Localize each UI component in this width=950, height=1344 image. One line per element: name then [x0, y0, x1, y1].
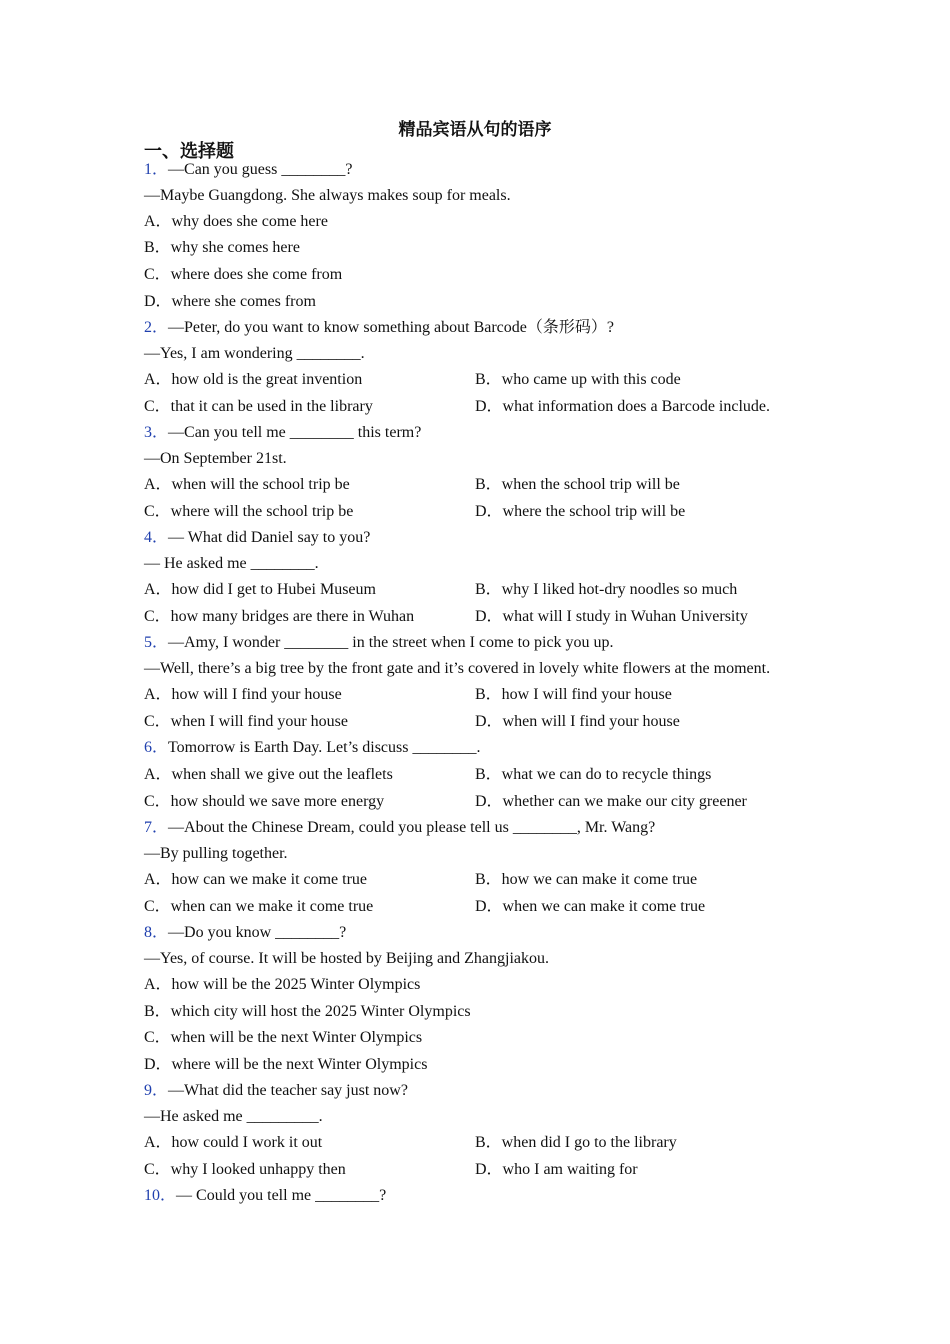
question-7-option-d[interactable]: D．when we can make it come true [475, 898, 706, 915]
question-4-option-d[interactable]: D．what will I study in Wuhan University [475, 608, 748, 625]
question-7-option-c[interactable]: C．when can we make it come true [144, 898, 374, 915]
question-3-option-d[interactable]: D．where the school trip will be [475, 503, 686, 520]
question-number: 2． [144, 319, 169, 336]
question-number: 10． [144, 1187, 177, 1204]
question-6-option-a[interactable]: A．when shall we give out the leaflets [144, 766, 393, 783]
question-number: 8． [144, 924, 169, 941]
question-4-option-b[interactable]: B．why I liked hot-dry noodles so much [475, 581, 738, 598]
question-1-option-d[interactable]: D．where she comes from [144, 293, 316, 310]
question-number: 6． [144, 739, 169, 756]
question-3-option-c[interactable]: C．where will the school trip be [144, 503, 354, 520]
question-8-stem: 8．—Do you know ________? [144, 924, 347, 941]
question-4-option-c[interactable]: C．how many bridges are there in Wuhan [144, 608, 415, 625]
question-8-option-c[interactable]: C．when will be the next Winter Olympics [144, 1029, 423, 1046]
question-1-option-b[interactable]: B．why she comes here [144, 239, 300, 256]
question-5-option-d[interactable]: D．when will I find your house [475, 713, 680, 730]
question-1-stem: 1．—Can you guess ________? [144, 161, 353, 178]
question-5-option-a[interactable]: A．how will I find your house [144, 686, 342, 703]
question-number: 7． [144, 819, 169, 836]
question-4-reply: — He asked me ________. [144, 555, 319, 572]
question-8-reply: —Yes, of course. It will be hosted by Beijing and Zhangjiakou. [144, 950, 549, 967]
question-9-stem: 9．—What did the teacher say just now? [144, 1082, 408, 1099]
section-heading: 一、选择题 [144, 141, 234, 162]
question-3-stem: 3．—Can you tell me ________ this term? [144, 424, 422, 441]
question-9-option-d[interactable]: D．who I am waiting for [475, 1161, 638, 1178]
question-1-reply: —Maybe Guangdong. She always makes soup for meals. [144, 187, 511, 204]
question-5-reply: —Well, there’s a big tree by the front gate and it’s covered in lovely white flowers at the moment. [144, 660, 771, 677]
question-9-option-b[interactable]: B．when did I go to the library [475, 1134, 677, 1151]
question-1-option-c[interactable]: C．where does she come from [144, 266, 343, 283]
question-1-option-a[interactable]: A．why does she come here [144, 213, 328, 230]
question-7-reply: —By pulling together. [144, 845, 288, 862]
question-8-option-b[interactable]: B．which city will host the 2025 Winter Olympics [144, 1003, 471, 1020]
question-9-option-c[interactable]: C．why I looked unhappy then [144, 1161, 346, 1178]
question-2-option-c[interactable]: C．that it can be used in the library [144, 398, 373, 415]
question-2-option-d[interactable]: D．what information does a Barcode include. [475, 398, 771, 415]
question-number: 3． [144, 424, 169, 441]
question-5-option-c[interactable]: C．when I will find your house [144, 713, 348, 730]
question-5-option-b[interactable]: B．how I will find your house [475, 686, 672, 703]
question-6-option-b[interactable]: B．what we can do to recycle things [475, 766, 712, 783]
question-8-option-a[interactable]: A．how will be the 2025 Winter Olympics [144, 976, 421, 993]
question-8-option-d[interactable]: D．where will be the next Winter Olympics [144, 1056, 428, 1073]
question-number: 5． [144, 634, 169, 651]
question-3-option-b[interactable]: B．when the school trip will be [475, 476, 680, 493]
question-9-option-a[interactable]: A．how could I work it out [144, 1134, 323, 1151]
question-2-stem: 2．—Peter, do you want to know something about Barcode（条形码）? [144, 319, 614, 336]
question-6-stem: 6．Tomorrow is Earth Day. Let’s discuss ________. [144, 739, 481, 756]
question-6-option-c[interactable]: C．how should we save more energy [144, 793, 385, 810]
question-5-stem: 5．—Amy, I wonder ________ in the street when I come to pick you up. [144, 634, 614, 651]
question-10-stem: 10．— Could you tell me ________? [144, 1187, 387, 1204]
question-2-reply: —Yes, I am wondering ________. [144, 345, 365, 362]
question-2-option-a[interactable]: A．how old is the great invention [144, 371, 363, 388]
question-number: 4． [144, 529, 169, 546]
question-number: 9． [144, 1082, 169, 1099]
question-3-reply: —On September 21st. [144, 450, 287, 467]
question-7-option-a[interactable]: A．how can we make it come true [144, 871, 368, 888]
question-4-option-a[interactable]: A．how did I get to Hubei Museum [144, 581, 376, 598]
question-9-reply: —He asked me _________. [144, 1108, 323, 1125]
question-6-option-d[interactable]: D．whether can we make our city greener [475, 793, 747, 810]
question-4-stem: 4．— What did Daniel say to you? [144, 529, 371, 546]
document-title: 精品宾语从句的语序 [398, 120, 552, 140]
question-3-option-a[interactable]: A．when will the school trip be [144, 476, 350, 493]
question-number: 1． [144, 161, 169, 178]
question-7-stem: 7．—About the Chinese Dream, could you please tell us ________, Mr. Wang? [144, 819, 656, 836]
question-2-option-b[interactable]: B．who came up with this code [475, 371, 681, 388]
question-7-option-b[interactable]: B．how we can make it come true [475, 871, 698, 888]
